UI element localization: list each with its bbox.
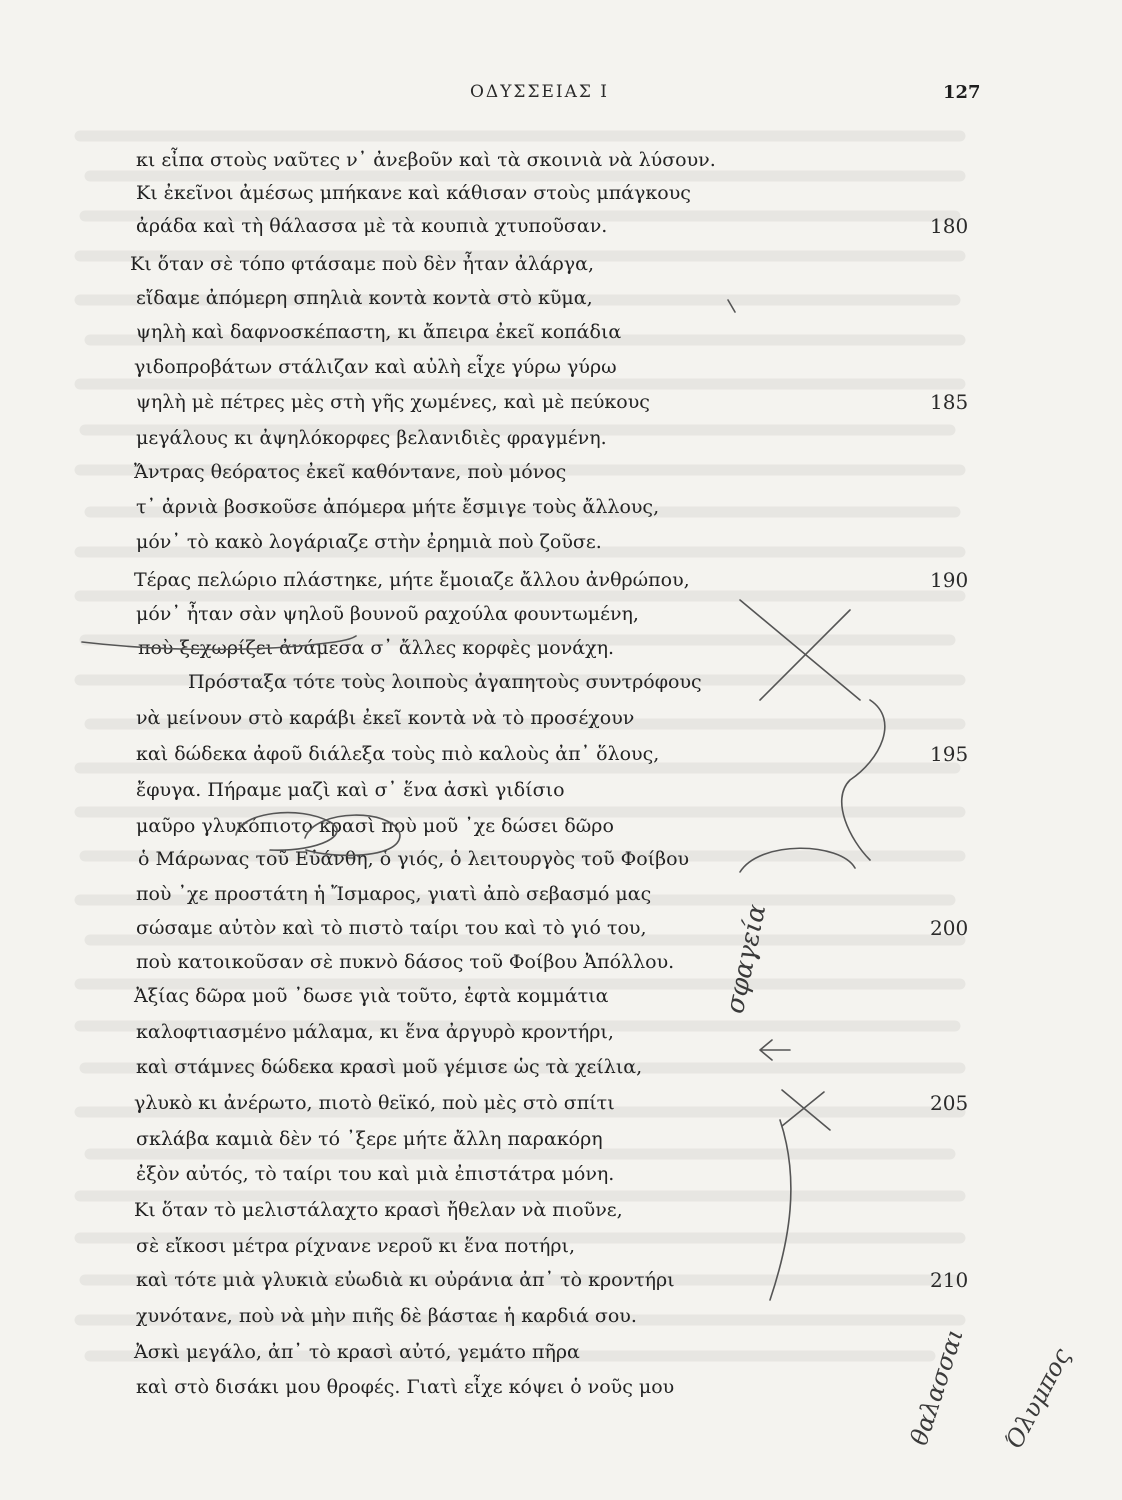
line-number: 185 [930,390,969,414]
verse-text: ποὺ κατοικοῦσαν σὲ πυκνὸ δάσος τοῦ Φοίβου Ἀπόλλου. [136,951,675,973]
verse-text: γιδοπροβάτων στάλιζαν καὶ αὐλὴ εἶχε γύρω γύρω [134,356,617,378]
verse-line [0,1053,1122,1085]
verse-line [0,1232,1122,1264]
verse-line [0,458,1122,490]
verse-text: τ᾽ ἀρνιὰ βοσκοῦσε ἀπόμερα μήτε ἔσμιγε τοὺς ἄλλους, [136,496,660,518]
verse-text: ἀράδα καὶ τὴ θάλασσα μὲ τὰ κουπιὰ χτυποῦσαν. [136,215,608,237]
verse-text: Κι ἐκεῖνοι ἀμέσως μπήκανε καὶ κάθισαν στοὺς μπάγκους [136,182,691,204]
verse-line [0,146,1122,178]
verse-line [0,388,1122,420]
verse-text: σκλάβα καμιὰ δὲν τό ᾽ξερε μήτε ἄλλη παρακόρη [136,1128,603,1150]
verse-text: καὶ στάμνες δώδεκα κρασὶ μοῦ γέμισε ὡς τὰ χείλια, [136,1056,643,1078]
verse-line [0,812,1122,844]
handwritten-note: σφαγεία [720,901,773,1017]
verse-text: ψηλὴ μὲ πέτρες μὲς στὴ γῆς χωμένες, καὶ μὲ πεύκους [136,391,650,413]
verse-text: μόν᾽ τὸ κακὸ λογάριαζε στὴν ἐρημιὰ ποὺ ζοῦσε. [136,531,602,553]
verse-line [0,845,1122,877]
verse-line [0,740,1122,772]
verse-text: ψηλὴ καὶ δαφνοσκέπαστη, κι ἄπειρα ἐκεῖ κοπάδια [136,321,622,343]
verse-line [0,179,1122,211]
line-number: 205 [930,1091,969,1115]
verse-line [0,776,1122,808]
page-number: 127 [943,82,981,103]
verse-text: καὶ στὸ δισάκι μου θροφές. Γιατὶ εἶχε κόψει ὁ νοῦς μου [136,1376,675,1398]
verse-text: Κι ὅταν σὲ τόπο φτάσαμε ποὺ δὲν ἦταν ἀλάργα, [130,253,595,275]
verse-line [0,704,1122,736]
verse-text: ποὺ ᾽χε προστάτη ἡ Ἴσμαρος, γιατὶ ἀπὸ σεβασμό μας [136,883,652,905]
verse-text: Ἀσκὶ μεγάλο, ἀπ᾽ τὸ κρασὶ αὐτό, γεμάτο πῆρα [134,1341,580,1363]
verse-line [0,982,1122,1014]
handwritten-note: Όλυμπος [1000,1343,1076,1454]
verse-text: νὰ μείνουν στὸ καράβι ἐκεῖ κοντὰ νὰ τὸ προσέχουν [136,707,635,729]
verse-text: ὁ Μάρωνας τοῦ Εὐάνθη, ὁ γιός, ὁ λειτουργὸς τοῦ Φοίβου [138,848,690,870]
verse-text: Ἄντρας θεόρατος ἐκεῖ καθόντανε, ποὺ μόνος [134,461,567,483]
verse-text: Ἀξίας δῶρα μοῦ ᾽δωσε γιὰ τοῦτο, ἐφτὰ κομμάτια [134,985,609,1007]
line-number: 190 [930,568,969,592]
verse-text: εἴδαμε ἀπόμερη σπηλιὰ κοντὰ κοντὰ στὸ κῦμα, [136,287,593,309]
line-number: 210 [930,1268,969,1292]
verse-line [0,212,1122,244]
verse-text: κι εἶπα στοὺς ναῦτες ν᾽ ἀνεβοῦν καὶ τὰ σκοινιὰ νὰ λύσουν. [136,149,716,171]
verse-text: μεγάλους κι ἀψηλόκορφες βελανιδιὲς φραγμένη. [136,427,607,449]
handwritten-note: θαλασσαι [905,1325,969,1449]
line-number: 195 [930,742,969,766]
verse-line [0,250,1122,282]
verse-text: γλυκὸ κι ἀνέρωτο, πιοτὸ θεϊκό, ποὺ μὲς στὸ σπίτι [134,1092,615,1114]
verse-line [0,353,1122,385]
verse-line [0,880,1122,912]
verse-line [0,1018,1122,1050]
line-number: 200 [930,916,969,940]
verse-text: ποὺ ξεχωρίζει ἀνάμεσα σ᾽ ἄλλες κορφὲς μονάχη. [138,637,615,659]
verse-line [0,948,1122,980]
verse-text: σώσαμε αὐτὸν καὶ τὸ πιστὸ ταίρι του καὶ τὸ γιό του, [136,917,647,939]
verse-line [0,528,1122,560]
verse-line [0,566,1122,598]
verse-line [0,284,1122,316]
verse-text: καὶ τότε μιὰ γλυκιὰ εὐωδιὰ κι οὐράνια ἀπ᾽ τὸ κροντήρι [136,1269,675,1291]
running-title: ΟΔΥΣΣΕΙΑΣ Ι [470,82,610,102]
verse-text: ἐξὸν αὐτός, τὸ ταίρι του καὶ μιὰ ἐπιστάτρα μόνη. [136,1163,615,1185]
verse-line [0,1125,1122,1157]
verse-line [0,1196,1122,1228]
verse-text: μαῦρο γλυκόπιοτο κρασὶ ποὺ μοῦ ᾽χε δώσει δῶρο [136,815,614,837]
verse-line [0,600,1122,632]
verse-text: Πρόσταξα τότε τοὺς λοιποὺς ἀγαπητοὺς συντρόφους [188,671,702,693]
verse-text: μόν᾽ ἦταν σὰν ψηλοῦ βουνοῦ ραχούλα φουντωμένη, [136,603,639,625]
verse-text: καλοφτιασμένο μάλαμα, κι ἕνα ἀργυρὸ κροντήρι, [136,1021,614,1043]
verse-text: σὲ εἴκοσι μέτρα ρίχνανε νεροῦ κι ἕνα ποτήρι, [136,1235,576,1257]
verse-text: Τέρας πελώριο πλάστηκε, μήτε ἔμοιαζε ἄλλου ἀνθρώπου, [134,569,690,591]
verse-line [0,318,1122,350]
verse-line [0,1089,1122,1121]
verse-line [0,493,1122,525]
verse-text: ἔφυγα. Πήραμε μαζὶ καὶ σ᾽ ἕνα ἀσκὶ γιδίσιο [136,779,565,801]
line-number: 180 [930,214,969,238]
verse-text: Κι ὅταν τὸ μελιστάλαχτο κρασὶ ἤθελαν νὰ πιοῦνε, [134,1199,623,1221]
verse-line [0,424,1122,456]
verse-line [0,634,1122,666]
verse-line [0,1160,1122,1192]
verse-line [0,1266,1122,1298]
verse-line [0,914,1122,946]
verse-line [0,668,1122,700]
verse-text: καὶ δώδεκα ἀφοῦ διάλεξα τοὺς πιὸ καλοὺς ἀπ᾽ ὅλους, [136,743,660,765]
verse-text: χυνότανε, ποὺ νὰ μὴν πιῆς δὲ βάσταε ἡ καρδιά σου. [136,1305,637,1327]
